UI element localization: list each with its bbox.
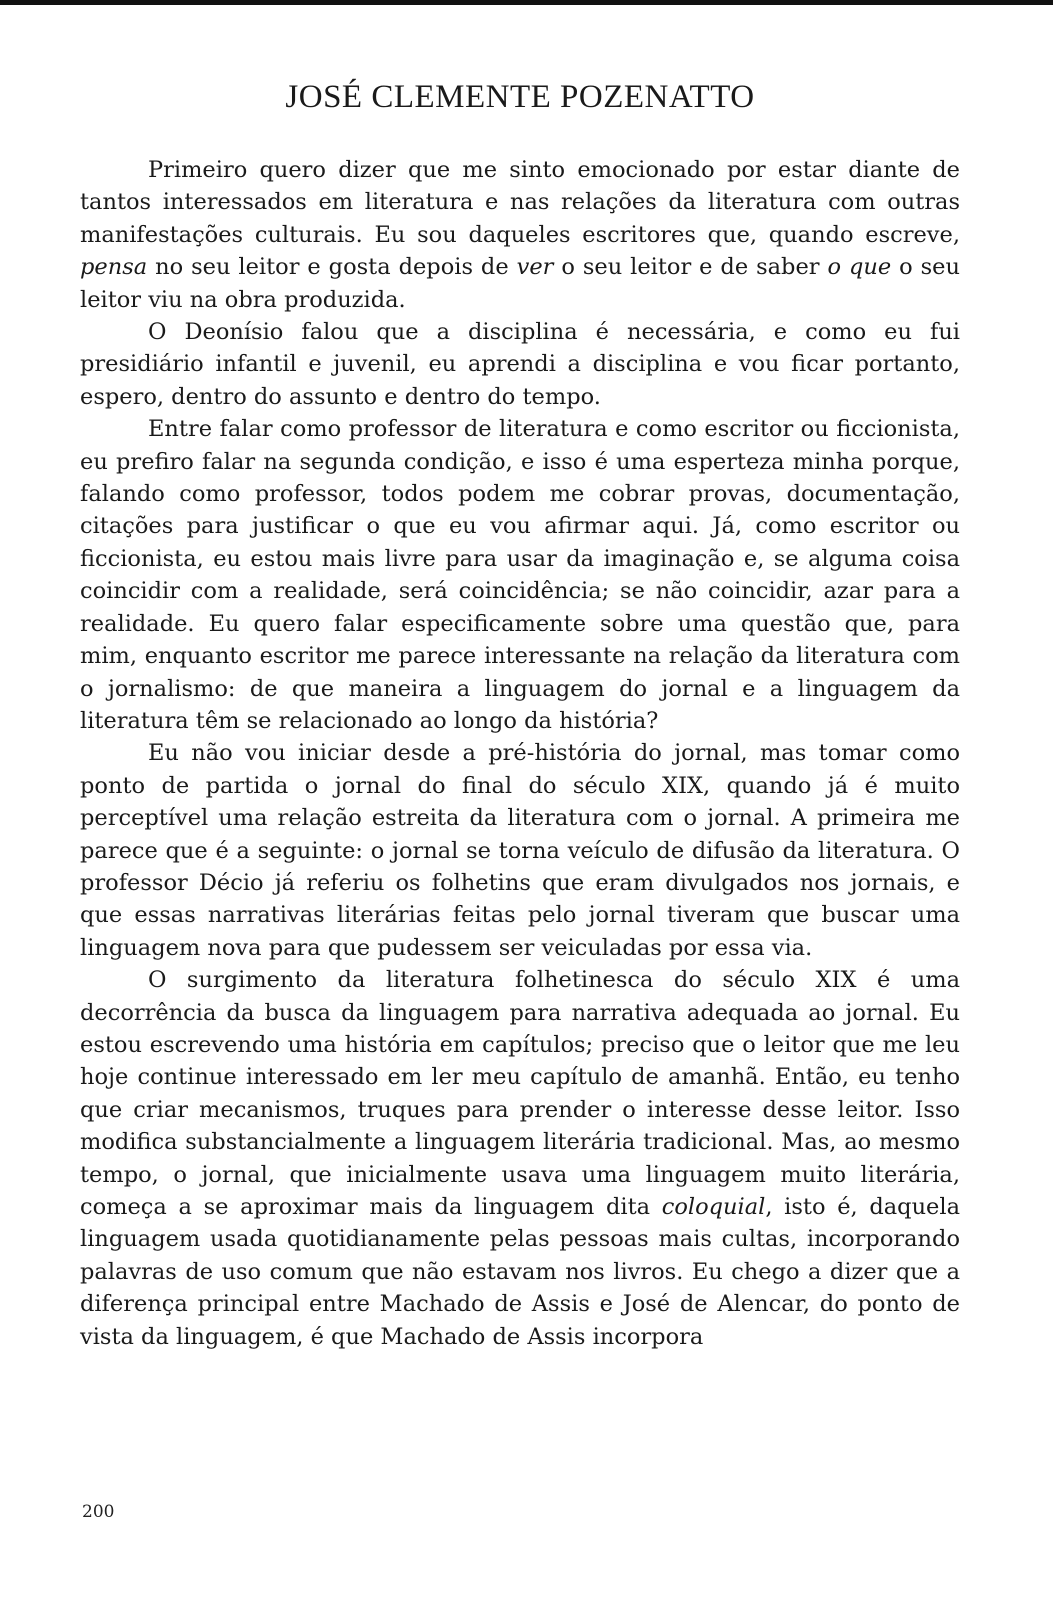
italic-segment: o que — [827, 254, 892, 281]
text-segment: Entre falar como professor de literatura e como escritor ou ficcionista, eu prefiro falar na segunda condição, e isso é uma esperteza minha porque, falando como professor, todos podem me cobrar provas, documentação, citações para justificar o que eu vou afirmar aqui. Já, como escritor ou ficcionista, eu estou mais livre para usar da imaginação e, se alguma coisa coincidir com a realidade, será coincidência; se não coincidir, azar para a realidade. Eu quero falar especificamente sobre uma questão que, para mim, enquanto escritor me parece interessante na relação da literatura com o jornalismo: de que maneira a linguagem do jornal e a linguagem da literatura têm se relacionado ao longo da história? — [80, 416, 960, 734]
document-page — [80, 74, 960, 1353]
text-segment: Primeiro quero dizer que me sinto emocionado por estar diante de tantos interessados em literatura e nas relações da literatura com outras manifestações culturais. Eu sou daqueles escritores que, quando escreve, — [80, 157, 960, 248]
paragraph-2 — [80, 316, 960, 413]
paragraph-4 — [80, 737, 960, 964]
text-segment: o seu leitor viu na obra produzida. — [80, 254, 960, 313]
text-segment: o seu leitor e de saber — [553, 254, 828, 281]
body-text — [80, 154, 960, 1353]
paragraph-1 — [80, 154, 960, 316]
italic-segment: pensa — [80, 254, 148, 281]
chapter-title: JOSÉ CLEMENTE POZENATTO — [285, 79, 755, 115]
text-segment: no seu leitor e gosta depois de — [147, 254, 517, 281]
paragraph-5 — [80, 964, 960, 1353]
text-segment: O surgimento da literatura folhetinesca do século XIX é uma decorrência da busca da linguagem para narrativa adequada ao jornal. Eu estou escrevendo uma história em capítulos; preciso que o leitor que me leu hoje continue interessado em ler meu capítulo de amanhã. Então, eu tenho que criar mecanismos, truques para prender o interesse desse leitor. Isso modifica substancialmente a linguagem literária tradicional. Mas, ao mesmo tempo, o jornal, que inicialmente usava uma linguagem muito literária, começa a se aproximar mais da linguagem dita — [80, 967, 960, 1220]
italic-segment: coloquial — [661, 1194, 766, 1220]
text-segment: O Deonísio falou que a disciplina é necessária, e como eu fui presidiário infantil e juvenil, eu aprendi a disciplina e vou ficar portanto, espero, dentro do assunto e dentro do tempo. — [80, 319, 960, 410]
paragraph-3 — [80, 413, 960, 737]
text-segment: , isto é, daquela linguagem usada quotidianamente pelas pessoas mais cultas, incorporando palavras de uso comum que não estavam nos livros. Eu chego a dizer que a diferença principal entre Machado de Assis e José de Alencar, do ponto de vista da linguagem, é que Machado de Assis incorpora — [80, 1194, 960, 1350]
text-segment: Eu não vou iniciar desde a pré-história do jornal, mas tomar como ponto de partida o jornal do final do século XIX, quando já é muito perceptível uma relação estreita da literatura com o jornal. A primeira me parece que é a seguinte: o jornal se torna veículo de difusão da literatura. O professor Décio já referiu os folhetins que eram divulgados nos jornais, e que essas narrativas literárias feitas pelo jornal tiveram que buscar uma linguagem nova para que pudessem ser veiculadas por essa via. — [80, 740, 960, 961]
italic-segment: ver — [516, 254, 554, 281]
page-top-edge — [0, 0, 1053, 5]
page-number: 200 — [82, 1502, 115, 1522]
